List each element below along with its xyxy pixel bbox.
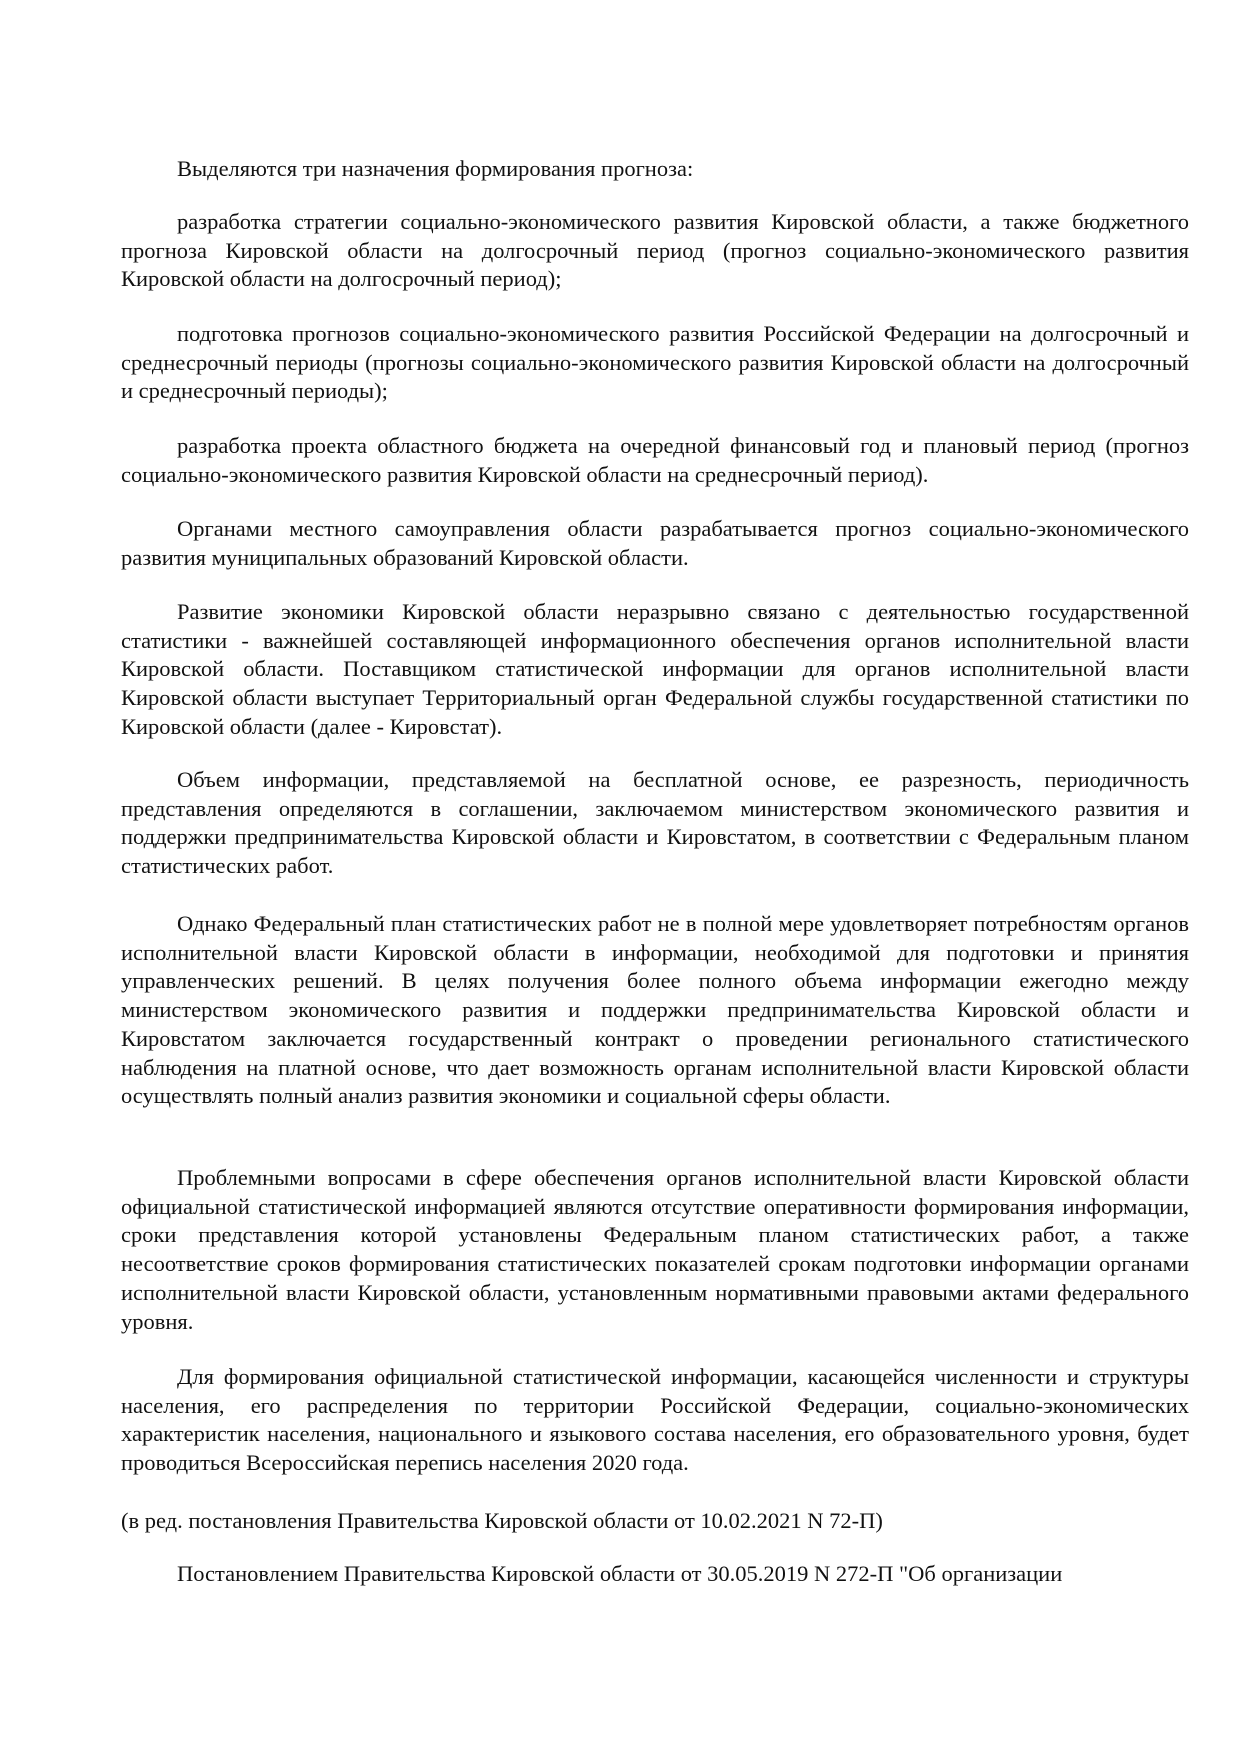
paragraph-purpose-1: разработка стратегии социально-экономического развития Кировской области, а также бюджетного прогноза Кировской области на долгосрочный период (прогноз социально-экономического развития Кировской области на долгосрочный период); xyxy=(121,209,1189,292)
paragraph-statistics: Развитие экономики Кировской области неразрывно связано с деятельностью государственной статистики - важнейшей составляющей информационного обеспечения органов исполнительной власти Кировской области. Поставщиком статистической информации для органов исполнительной власти Кировской области выступает Территориальный орган Федеральной службы государственной статистики по Кировской области (далее - Кировстат). xyxy=(121,599,1189,739)
paragraph-information-volume: Объем информации, представляемой на бесплатной основе, ее разрезность, периодичность представления определяются в соглашении, заключаемом министерством экономического развития и поддержки предпринимательства Кировской области и Кировстатом, в соответствии с Федеральным планом статистических работ. xyxy=(121,767,1189,879)
amendment-note: (в ред. постановления Правительства Кировской области от 10.02.2021 N 72-П) xyxy=(121,1508,883,1533)
paragraph-census: Для формирования официальной статистической информации, касающейся численности и структуры населения, его распределения по территории Российской Федерации, социально-экономических характеристик населения, национального и языкового состава населения, его образовательного уровня, будет проводиться Всероссийская перепись населения 2020 года. xyxy=(121,1364,1189,1476)
paragraph-local-government: Органами местного самоуправления области разрабатывается прогноз социально-экономического развития муниципальных образований Кировской области. xyxy=(121,516,1189,570)
paragraph-resolution: Постановлением Правительства Кировской области от 30.05.2019 N 272-П "Об организации xyxy=(177,1561,1063,1586)
paragraph-intro: Выделяются три назначения формирования прогноза: xyxy=(177,156,694,181)
paragraph-problems: Проблемными вопросами в сфере обеспечения органов исполнительной власти Кировской области официальной статистической информацией являются отсутствие оперативности формирования информации, сроки представления которой установлены Федеральным планом статистических работ, а также несоответствие сроков формирования статистических показателей срокам подготовки информации органами исполнительной власти Кировской области, установленным нормативными правовыми актами федерального уровня. xyxy=(121,1165,1189,1334)
paragraph-purpose-2: подготовка прогнозов социально-экономического развития Российской Федерации на долгосрочный и среднесрочный периоды (прогнозы социально-экономического развития Кировской области на долгосрочный и среднесрочный периоды); xyxy=(121,321,1189,404)
paragraph-federal-plan: Однако Федеральный план статистических работ не в полной мере удовлетворяет потребностям органов исполнительной власти Кировской области в информации, необходимой для подготовки и принятия управленческих решений. В целях получения более полного объема информации ежегодно между министерством экономического развития и поддержки предпринимательства Кировской области и Кировстатом заключается государственный контракт о проведении регионального статистического наблюдения на платной основе, что дает возможность органам исполнительной власти Кировской области осуществлять полный анализ развития экономики и социальной сферы области. xyxy=(121,911,1189,1109)
paragraph-purpose-3: разработка проекта областного бюджета на очередной финансовый год и плановый период (прогноз социально-экономического развития Кировской области на среднесрочный период). xyxy=(121,433,1189,487)
